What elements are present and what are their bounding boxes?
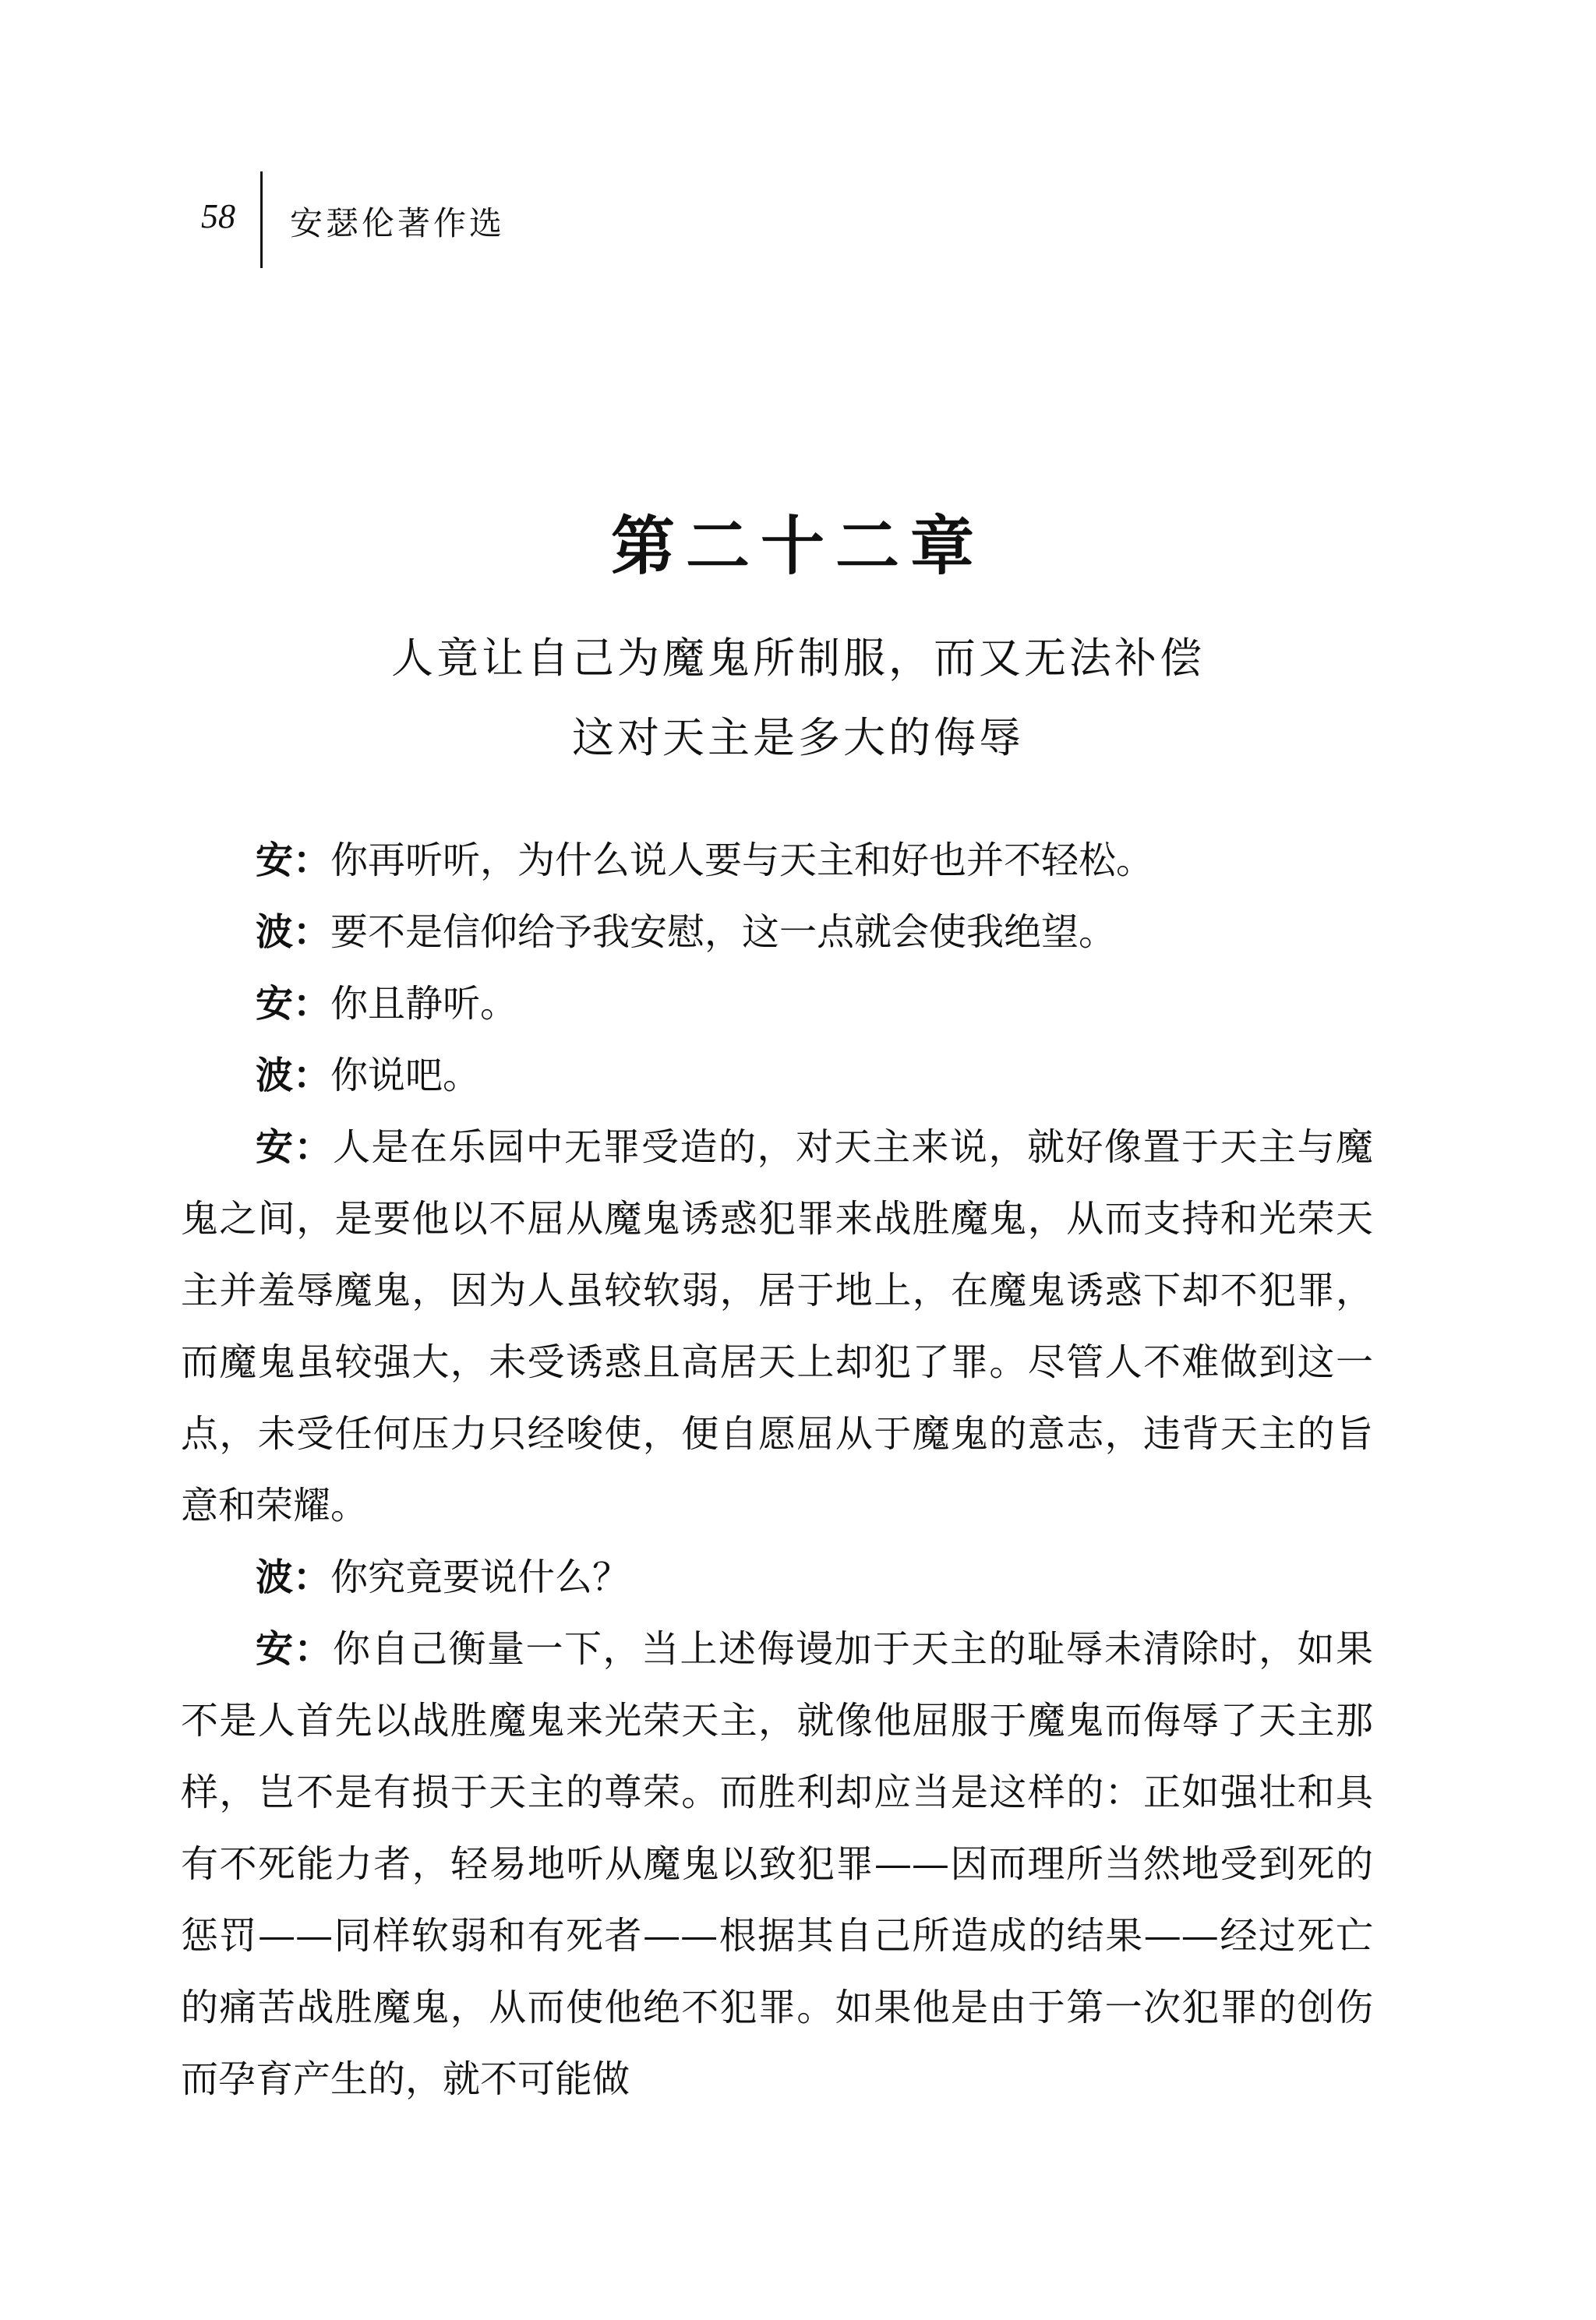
dialogue-paragraph <box>181 1613 1373 2115</box>
dialogue-paragraph <box>181 896 1373 968</box>
dialogue-body <box>181 825 1373 2115</box>
speaker-label: 波： <box>256 910 331 954</box>
speaker-label: 波： <box>256 1054 331 1097</box>
dialogue-text: 要不是信仰给予我安慰，这一点就会使我绝望。 <box>330 910 1117 954</box>
speaker-label: 安： <box>256 1627 333 1671</box>
dialogue-text: 人是在乐园中无罪受造的，对天主来说，就好像置于天主与魔鬼之间，是要他以不屈从魔鬼诱惑犯罪来战胜魔鬼，从而支持和光荣天主并羞辱魔鬼，因为人虽较软弱，居于地上，在魔鬼诱惑下却不犯罪，而魔鬼虽较强大，未受诱惑且高居天上却犯了罪。尽管人不难做到这一点，未受任何压力只经唆使，便自愿屈从于魔鬼的意志，违背天主的旨意和荣耀。 <box>181 1125 1373 1527</box>
dialogue-paragraph <box>181 1040 1373 1111</box>
chapter-subtitle-line-1: 人竟让自己为魔鬼所制服，而又无法补偿 <box>391 634 1205 683</box>
dialogue-paragraph <box>181 1111 1373 1541</box>
speaker-label: 安： <box>256 982 331 1026</box>
header-divider <box>260 171 263 268</box>
dialogue-paragraph <box>181 825 1373 896</box>
speaker-label: 安： <box>256 1125 333 1169</box>
dialogue-text: 你说吧。 <box>330 1054 481 1097</box>
chapter-subtitle-line-2: 这对天主是多大的侮辱 <box>572 713 1024 762</box>
dialogue-paragraph <box>181 968 1373 1040</box>
dialogue-text: 你且静听。 <box>330 982 518 1026</box>
dialogue-text: 你究竟要说什么？ <box>330 1555 630 1599</box>
dialogue-text: 你再听听，为什么说人要与天主和好也并不轻松。 <box>330 839 1154 882</box>
page-number: 58 <box>201 197 235 235</box>
dialogue-text: 你自己衡量一下，当上述侮谩加于天主的耻辱未清除时，如果不是人首先以战胜魔鬼来光荣天主，就像他屈服于魔鬼而侮辱了天主那样，岂不是有损于天主的尊荣。而胜利却应当是这样的：正如强壮和具有不死能力者，轻易地听从魔鬼以致犯罪——因而理所当然地受到死的惩罚——同样软弱和有死者——根据其自己所造成的结果——经过死亡的痛苦战胜魔鬼，从而使他绝不犯罪。如果他是由于第一次犯罪的创伤而孕育产生的，就不可能做 <box>181 1627 1373 2101</box>
running-book-title: 安瑟伦著作选 <box>290 204 506 242</box>
chapter-title: 第二十二章 <box>610 509 985 584</box>
speaker-label: 波： <box>256 1555 331 1599</box>
running-header <box>0 171 1596 273</box>
speaker-label: 安： <box>256 839 331 882</box>
dialogue-paragraph <box>181 1541 1373 1613</box>
